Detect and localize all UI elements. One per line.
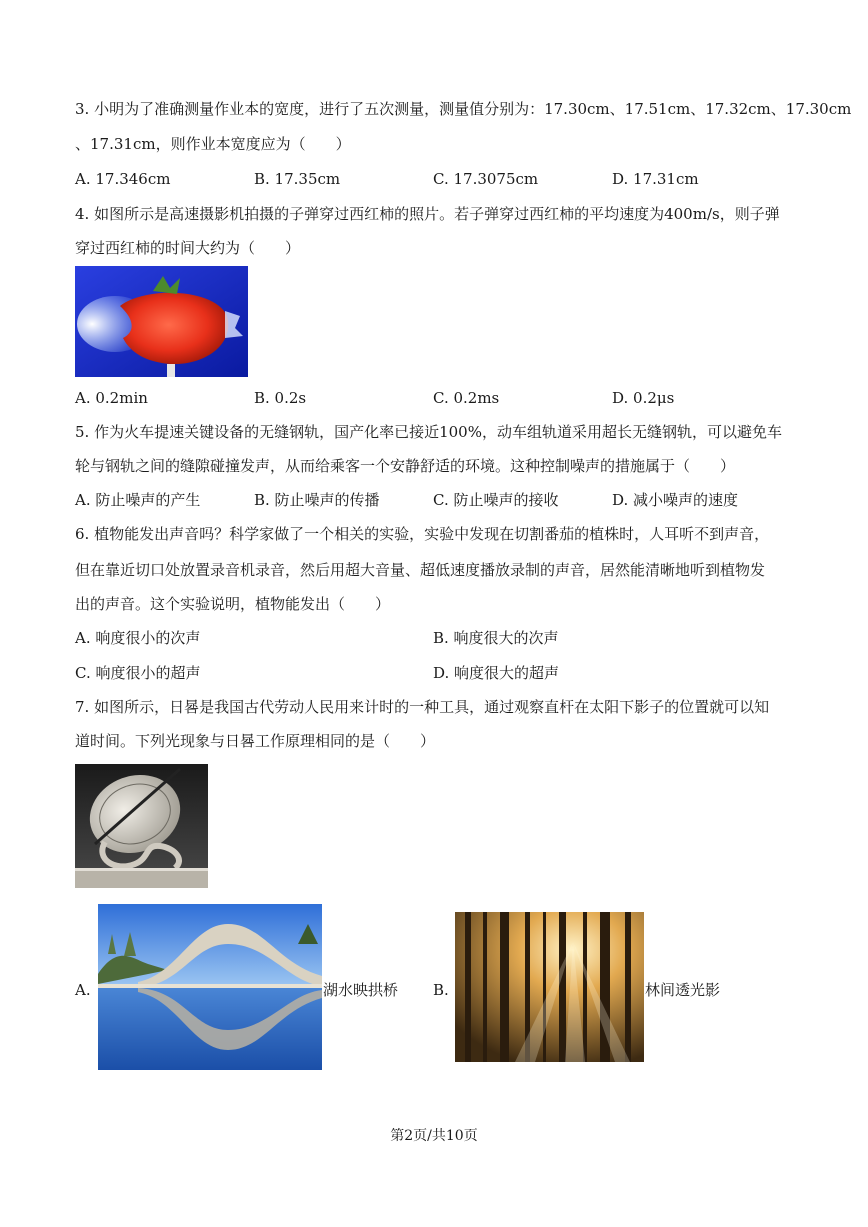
q5-stem-line1: 5. 作为火车提速关键设备的无缝钢轨，国产化率已接近100%，动车组轨道采用超长无缝钢轨，可以避免车 — [75, 423, 782, 441]
q4-stem-line1: 4. 如图所示是高速摄影机拍摄的子弹穿过西红柿的照片。若子弹穿过西红柿的平均速度为400m/s，则子弹 — [75, 205, 780, 223]
q4-option-c: C. 0.2ms — [433, 389, 500, 407]
q7-option-a-letter: A. — [75, 981, 91, 999]
q6-stem-line2: 但在靠近切口处放置录音机录音，然后用超大音量、超低速度播放录制的声音，居然能清晰地听到植物发 — [75, 561, 766, 579]
forest-sunbeams-photo — [455, 912, 644, 1062]
q6-option-c: C. 响度很小的超声 — [75, 664, 201, 682]
q5-option-a: A. 防止噪声的产生 — [75, 491, 201, 509]
q7-stem-line2: 道时间。下列光现象与日晷工作原理相同的是（ ） — [75, 732, 436, 750]
lake-arch-bridge-photo — [98, 904, 322, 1070]
q6-stem-line1: 6. 植物能发出声音吗？科学家做了一个相关的实验，实验中发现在切割番茄的植株时，人耳听不到声音， — [75, 525, 770, 543]
q6-stem-line3: 出的声音。这个实验说明，植物能发出（ ） — [75, 595, 391, 613]
q3-option-a: A. 17.346cm — [75, 170, 171, 188]
q7-option-b-caption: 林间透光影 — [645, 981, 721, 999]
q7-option-a-caption: 湖水映拱桥 — [323, 981, 399, 999]
q5-option-d: D. 减小噪声的速度 — [612, 491, 739, 509]
q4-option-b: B. 0.2s — [254, 389, 307, 407]
q4-option-a: A. 0.2min — [75, 389, 148, 407]
q5-stem-line2: 轮与钢轨之间的缝隙碰撞发声，从而给乘客一个安静舒适的环境。这种控制噪声的措施属于（ ） — [75, 457, 736, 475]
q5-option-b: B. 防止噪声的传播 — [254, 491, 380, 509]
q7-option-b-letter: B. — [433, 981, 449, 999]
q6-option-a: A. 响度很小的次声 — [75, 629, 201, 647]
q7-stem-line1: 7. 如图所示，日晷是我国古代劳动人民用来计时的一种工具，通过观察直杆在太阳下影子的位置就可以知 — [75, 698, 770, 716]
q6-option-d: D. 响度很大的超声 — [433, 664, 560, 682]
sundial-photo — [75, 764, 208, 888]
q5-option-c: C. 防止噪声的接收 — [433, 491, 559, 509]
q4-option-d: D. 0.2μs — [612, 389, 675, 407]
q3-option-b: B. 17.35cm — [254, 170, 341, 188]
q3-stem-line2: 、17.31cm，则作业本宽度应为（ ） — [75, 135, 351, 153]
q3-option-d: D. 17.31cm — [612, 170, 699, 188]
q3-option-c: C. 17.3075cm — [433, 170, 539, 188]
page-footer: 第2页/共10页 — [390, 1128, 478, 1144]
q6-option-b: B. 响度很大的次声 — [433, 629, 559, 647]
bullet-tomato-photo — [75, 266, 248, 377]
q4-stem-line2: 穿过西红柿的时间大约为（ ） — [75, 239, 301, 257]
q3-stem-line1: 3. 小明为了准确测量作业本的宽度，进行了五次测量，测量值分别为：17.30cm、17.51cm、17.32cm、17.30cm — [75, 100, 852, 118]
